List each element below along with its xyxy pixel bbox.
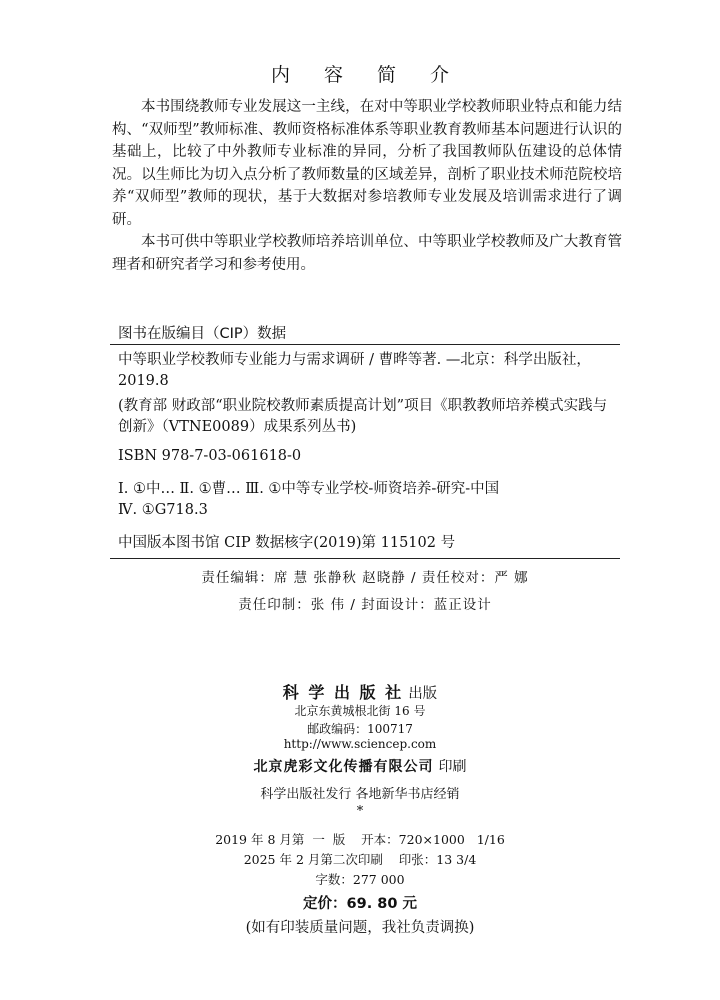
printer-action: 印刷 — [438, 759, 467, 775]
distribution-line: 科学出版社发行 各地新华书店经销 — [260, 787, 460, 802]
cip-heading: 图书在版编目（CIP）数据 — [118, 326, 287, 342]
page-title: 内 容 简 介 — [270, 64, 464, 86]
intro-text — [112, 96, 622, 276]
publisher-address: 北京东黄城根北街 16 号 — [294, 704, 426, 718]
edition-line-1: 2019 年 8 月第 一 版 开本：720×1000 1/16 — [215, 832, 505, 847]
cip-top-rule — [110, 344, 620, 345]
cip-isbn: ISBN 978-7-03-061618-0 — [118, 448, 302, 464]
word-count: 字数：277 000 — [315, 872, 405, 887]
cip-bottom-rule — [110, 558, 620, 559]
price: 定价：69. 80 元 — [303, 896, 417, 912]
cip-entry: 中等职业学校教师专业能力与需求调研 / 曹晔等著. —北京：科学出版社，2019.8 — [118, 352, 591, 389]
printer-line — [0, 756, 720, 776]
publisher-url: http://www.sciencep.com — [283, 737, 437, 751]
cip-subjects-1: Ⅰ. ①中… Ⅱ. ①曹… Ⅲ. ①中等专业学校-师资培养-研究-中国 — [118, 481, 500, 497]
cip-series: (教育部 财政部“职业院校教师素质提高计划”项目《职教教师培养模式实践与创新》（VTNE0089）成果系列丛书) — [118, 398, 608, 435]
cip-subjects-2: Ⅳ. ①G718.3 — [118, 502, 208, 518]
cip-number: 中国版本图书馆 CIP 数据核字(2019)第 115102 号 — [118, 535, 456, 551]
intro-paragraph-1: 本书围绕教师专业发展这一主线，在对中等职业学校教师职业特点和能力结构、“双师型”教师标准、教师资格标准体系等职业教育教师基本问题进行认识的基础上，比较了中外教师专业标准的异同，分析了我国教师队伍建设的总体情况。以生师比为切入点分析了教师数量的区域差异，剖析了职业技术师范院校培养“双师型”教师的现状，基于大数据对参培教师专业发展及培训需求进行了调研。 — [112, 99, 622, 228]
cip-block — [118, 350, 618, 554]
credits-line-2: 责任印制：张 伟 / 封面设计：蓝正设计 — [238, 597, 492, 613]
intro-paragraph-2: 本书可供中等职业学校教师培养培训单位、中等职业学校教师及广大教育管理者和研究者学习和参考使用。 — [112, 234, 622, 273]
quality-note: (如有印装质量问题，我社负责调换) — [245, 920, 475, 936]
credits-line-1: 责任编辑：席 慧 张静秋 赵晓静 / 责任校对：严 娜 — [201, 570, 529, 586]
publisher-name: 科 学 出 版 社 — [282, 683, 404, 702]
edition-line-2: 2025 年 2 月第二次印刷 印张：13 3/4 — [243, 852, 477, 867]
separator-star: * — [356, 804, 364, 819]
publisher-line — [0, 680, 720, 703]
publisher-action: 出版 — [408, 686, 438, 702]
printer-name: 北京虎彩文化传播有限公司 — [253, 759, 434, 775]
publisher-postcode: 邮政编码：100717 — [307, 722, 413, 736]
